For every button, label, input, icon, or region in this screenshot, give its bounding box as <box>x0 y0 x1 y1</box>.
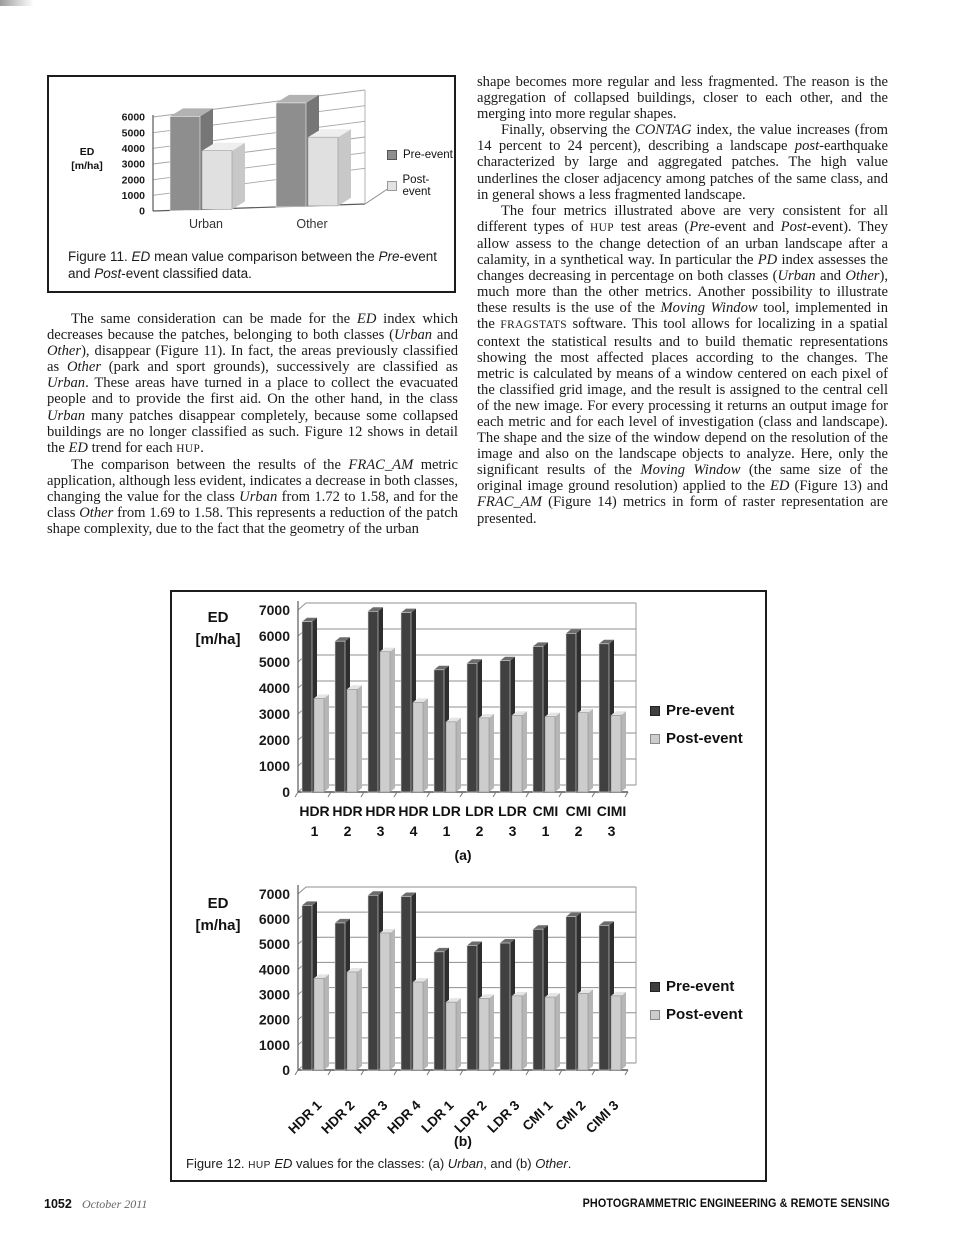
svg-text:1000: 1000 <box>258 1036 290 1053</box>
figure12-caption: Figure 12. HUP ED values for the classes: (a) Urban, and (b) Other. <box>186 1156 572 1171</box>
svg-text:ED: ED <box>207 609 229 626</box>
svg-text:5000: 5000 <box>258 936 290 953</box>
svg-text:(a): (a) <box>454 847 472 863</box>
figure-12-box <box>170 590 767 1182</box>
svg-text:0: 0 <box>139 205 145 218</box>
svg-text:4000: 4000 <box>121 143 145 156</box>
svg-text:(b): (b) <box>454 1133 472 1149</box>
svg-text:3: 3 <box>376 823 385 839</box>
pre-event-swatch-icon <box>387 150 397 160</box>
post-event-swatch-icon <box>387 181 397 191</box>
svg-text:1000: 1000 <box>121 190 145 203</box>
svg-text:6000: 6000 <box>121 111 145 124</box>
svg-text:2: 2 <box>343 823 352 839</box>
svg-text:5000: 5000 <box>121 127 145 140</box>
figure11-bar-chart <box>53 85 449 247</box>
svg-text:4: 4 <box>409 823 418 839</box>
scan-artifact <box>0 0 34 6</box>
svg-text:3000: 3000 <box>121 158 145 171</box>
pre-event-swatch-icon <box>650 982 660 992</box>
svg-text:2: 2 <box>475 823 484 839</box>
figure-11-box <box>47 75 456 293</box>
svg-text:1: 1 <box>541 823 550 839</box>
svg-text:2: 2 <box>574 823 583 839</box>
page-number: 1052 <box>44 1197 72 1211</box>
svg-text:ED: ED <box>207 895 229 912</box>
svg-text:HDR 1: HDR 1 <box>285 1097 325 1137</box>
svg-text:LDR: LDR <box>498 803 527 819</box>
svg-text:CIMI 3: CIMI 3 <box>582 1097 622 1137</box>
svg-text:1: 1 <box>310 823 319 839</box>
paragraph: The four metrics illustrated above are very consistent for all different types of HUP test areas (Pre-event and Post-event). They allow assess to the change detection of an urban landscape after a calamity, in a synthetical way. In particular the PD index assesses the changes decreasing in percentage on both classes (Urban and Other), much more than the other metrics. Another possibility to illustrate these results is the use of the Moving Window tool, implemented in the FRAGSTATS software. This tool allows for localizing in a spatial context the statistical results and to build thematic representations showing the most affected places according to the changes. The metric is calculated by means of a window centered on each pixel of the classified grid image, and the result is assigned to the central cell of the new image. For every processing it returns an output image for each metric and for each level of investigation (class and landscape). The shape and the size of the window depend on the resolution of the image and also on the landscape objects to analyze. Here, only the significant results of the Moving Window (the same size of the original image ground resolution) applied to the ED (Figure 13) and FRAC_AM (Figure 14) metrics in form of raster representation are presented. <box>477 202 889 527</box>
svg-text:5000: 5000 <box>258 653 290 670</box>
svg-text:LDR 2: LDR 2 <box>451 1097 490 1136</box>
svg-text:CMI 1: CMI 1 <box>519 1097 556 1134</box>
svg-text:0: 0 <box>282 783 290 800</box>
svg-text:LDR 1: LDR 1 <box>418 1097 457 1136</box>
svg-text:LDR: LDR <box>465 803 494 819</box>
svg-text:7000: 7000 <box>258 601 290 618</box>
svg-text:LDR: LDR <box>432 803 461 819</box>
legend-label: Post-event <box>666 730 743 747</box>
svg-text:3000: 3000 <box>258 705 290 722</box>
figure11-legend-pre-event <box>387 149 453 161</box>
svg-text:HDR: HDR <box>332 803 363 819</box>
paragraph: shape becomes more regular and less fragmented. The reason is the aggregation of collapsed buildings, closer to each other, and the merging into more regular shapes. <box>477 74 888 123</box>
svg-text:6000: 6000 <box>258 911 290 928</box>
legend-label: Pre-event <box>666 702 735 719</box>
svg-text:2000: 2000 <box>258 1011 290 1028</box>
legend-label: Post-event <box>402 174 431 198</box>
svg-text:1: 1 <box>442 823 451 839</box>
svg-text:HDR 2: HDR 2 <box>318 1097 358 1137</box>
svg-text:[m/ha]: [m/ha] <box>71 160 103 172</box>
legend-label: Pre-event <box>666 978 735 995</box>
paragraph: The comparison between the results of the FRAC_AM metric application, although less evident, indicates a decrease in both classes, changing the value for the class Urban from 1.72 to 1.58, and for the class Other from 1.69 to 1.58. This represents a reduction of the patch shape complexity, due to the fact that the geometry of the urban <box>47 456 459 538</box>
pre-event-swatch-icon <box>650 706 660 716</box>
svg-text:CMI 2: CMI 2 <box>552 1097 589 1134</box>
svg-text:4000: 4000 <box>258 961 290 978</box>
right-column <box>477 74 888 527</box>
svg-text:HDR 4: HDR 4 <box>384 1097 424 1137</box>
svg-text:3000: 3000 <box>258 986 290 1003</box>
svg-text:7000: 7000 <box>258 885 290 902</box>
svg-text:CMI: CMI <box>532 803 559 819</box>
paragraph: The same consideration can be made for the ED index which decreases because the patches, belonging to both classes (Urban and Other), disappear (Figure 11). In fact, the areas previously classified as Other (park and sport grounds), successively are classified as Urban. These areas have turned in a place to collect the evacuated people and to provide the first aid. On the other hand, in the class Urban many patches disappear completely, because some collapsed buildings are no longer classified as such. Figure 12 shows in detail the ED trend for each HUP. <box>47 311 458 456</box>
svg-text:Urban: Urban <box>188 217 224 231</box>
svg-text:[m/ha]: [m/ha] <box>195 631 241 648</box>
journal-name: PHOTOGRAMMETRIC ENGINEERING & REMOTE SENSING <box>582 1198 890 1210</box>
figure12b-legend-pre-event <box>650 978 734 995</box>
issue-date: October 2011 <box>81 1197 148 1211</box>
figure12a-legend-post-event <box>650 730 743 747</box>
svg-text:2000: 2000 <box>121 174 145 187</box>
svg-text:HDR: HDR <box>299 803 330 819</box>
svg-text:HDR: HDR <box>398 803 429 819</box>
svg-text:6000: 6000 <box>258 627 290 644</box>
svg-text:3: 3 <box>508 823 517 839</box>
post-event-swatch-icon <box>650 1010 660 1020</box>
svg-text:3: 3 <box>607 823 616 839</box>
post-event-swatch-icon <box>650 734 660 744</box>
svg-text:HDR: HDR <box>365 803 396 819</box>
figure11-legend-post-event <box>387 174 454 198</box>
svg-text:HDR 3: HDR 3 <box>351 1097 391 1137</box>
svg-text:0: 0 <box>282 1061 290 1078</box>
svg-text:ED: ED <box>79 146 95 158</box>
figure12a-legend-pre-event <box>650 702 734 719</box>
svg-text:Other: Other <box>296 217 328 231</box>
footer-left <box>44 1197 147 1212</box>
legend-label: Post-event <box>666 1006 743 1023</box>
svg-text:4000: 4000 <box>258 679 290 696</box>
figure12b-legend-post-event <box>650 1006 743 1023</box>
figure12a-bar-chart <box>180 600 660 884</box>
left-column <box>47 311 458 537</box>
figure11-caption: Figure 11. ED mean value comparison between the Pre-event and Post-event classified data. <box>68 249 437 281</box>
figure12b-bar-chart <box>180 884 660 1164</box>
svg-text:[m/ha]: [m/ha] <box>195 917 241 934</box>
svg-text:LDR 3: LDR 3 <box>484 1097 523 1136</box>
svg-text:1000: 1000 <box>258 757 290 774</box>
paragraph: Finally, observing the CONTAG index, the value increases (from 14 percent to 24 percent), describing a landscape post-earthquake characterized by large and aggregated patches. The high value underlines the closer adjacency among patches of the same class, and in general shows a less fragmented landscape. <box>477 122 889 203</box>
svg-text:CIMI: CIMI <box>596 803 627 819</box>
svg-text:CMI: CMI <box>565 803 592 819</box>
legend-label: Pre-event <box>403 149 453 161</box>
svg-text:2000: 2000 <box>258 731 290 748</box>
